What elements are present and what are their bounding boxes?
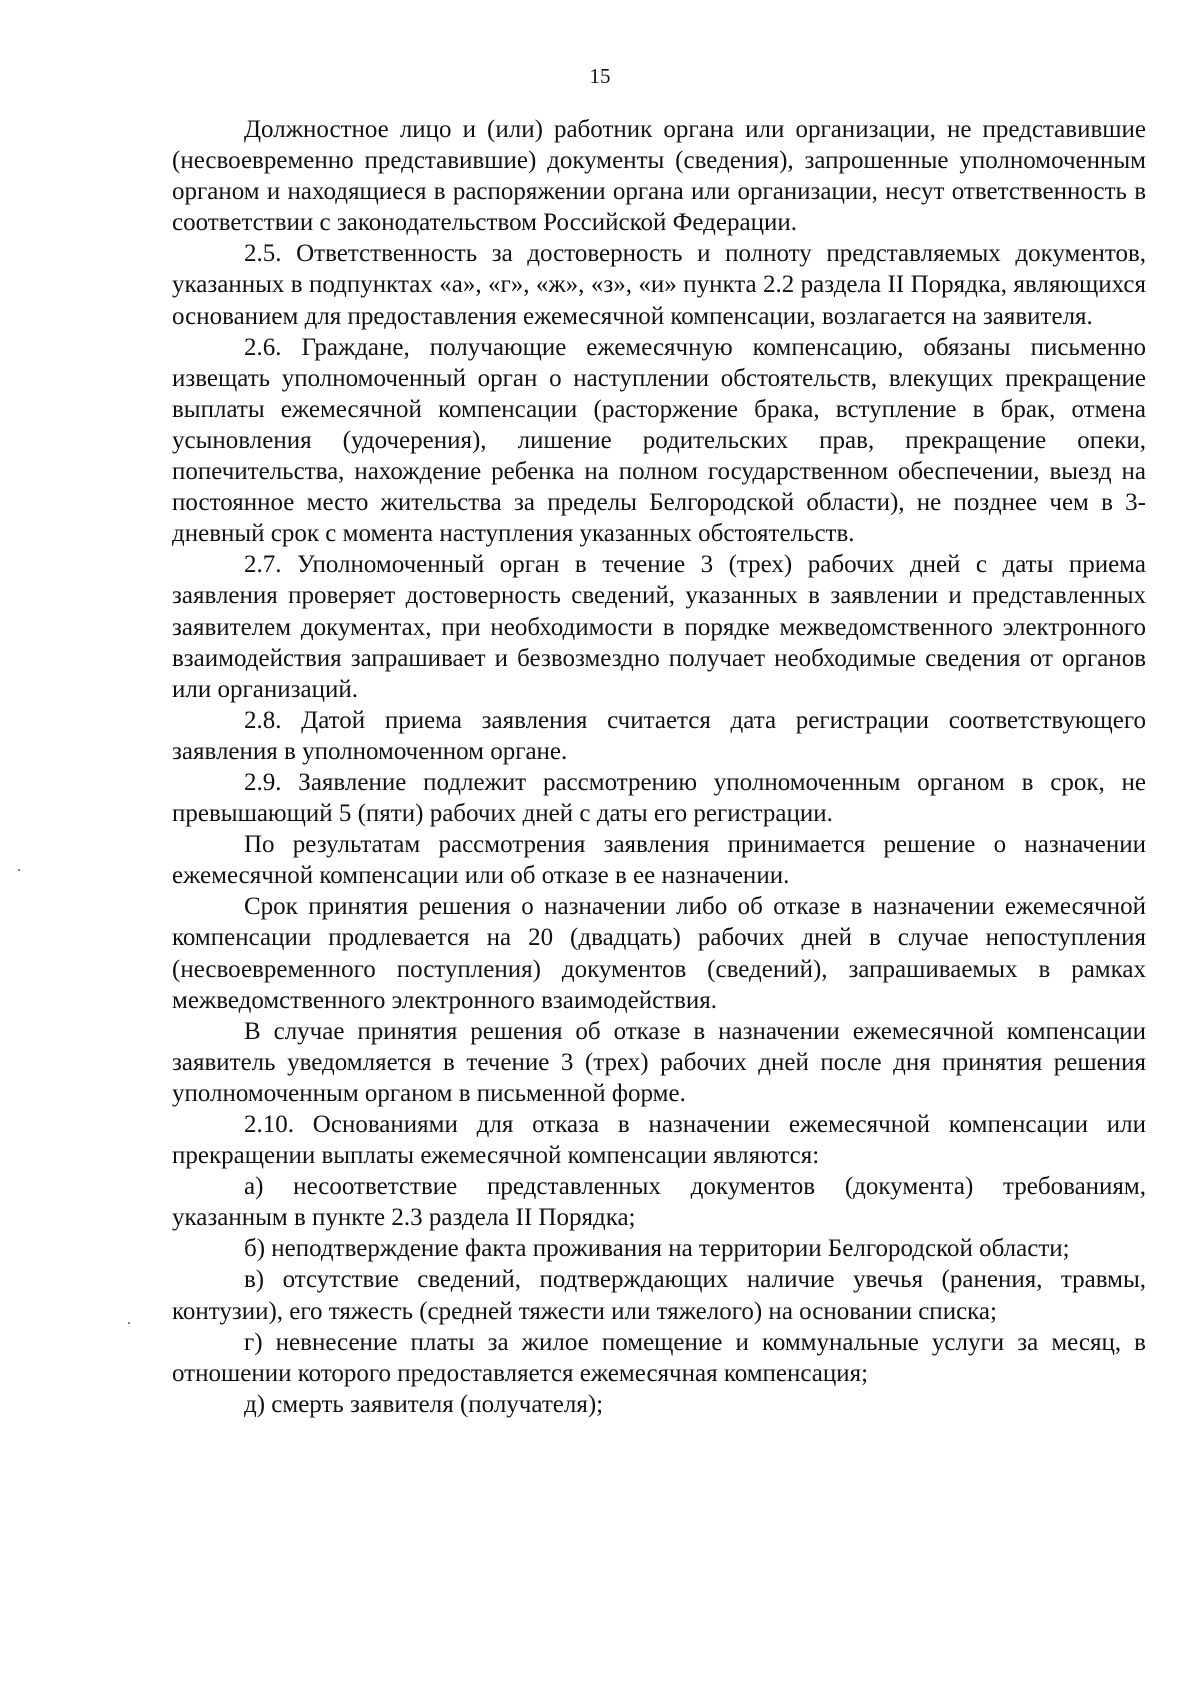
list-item-v: в) отсутствие сведений, подтверждающих наличие увечья (ранения, травмы, контузии), его тяжесть (средней тяжести или тяжелого) на основании списка; — [172, 1266, 1146, 1325]
paragraph-review-results: По результатам рассмотрения заявления принимается решение о назначении ежемесячной компенсации или об отказе в ее назначении. — [172, 831, 1146, 890]
scan-speck — [18, 869, 20, 871]
paragraph-refusal-notice: В случае принятия решения об отказе в назначении ежемесячной компенсации заявитель уведомляется в течение 3 (трех) рабочих дней после дня принятия решения уполномоченным органом в письменной форме. — [172, 1017, 1146, 1107]
paragraph-2-9: 2.9. Заявление подлежит рассмотрению уполномоченным органом в срок, не превышающий 5 (пяти) рабочих дней с даты его регистрации. — [172, 768, 1146, 828]
paragraph-2-7: 2.7. Уполномоченный орган в течение 3 (трех) рабочих дней с даты приема заявления проверяет достоверность сведений, указанных в заявлении и представленных заявителем документах, при необходимости в порядке межведомственного электронного взаимодействия запрашивает и безвозмездно получает необходимые сведения от органов или организаций. — [172, 551, 1146, 703]
paragraph-2-8: 2.8. Датой приема заявления считается дата регистрации соответствующего заявления в уполномоченном органе. — [172, 706, 1146, 765]
paragraph-official-responsibility: Должностное лицо и (или) работник органа или организации, не представившие (несвоевременно представившие) документы (сведения), запрошенные уполномоченным органом и находящиеся в распоряжении органа или организации, несут ответственность в соответствии с законодательством Российской Федерации. — [172, 116, 1146, 237]
paragraph-2-10: 2.10. Основаниями для отказа в назначении ежемесячной компенсации или прекращении выплаты ежемесячной компенсации являются: — [172, 1111, 1146, 1170]
list-item-a: а) несоответствие представленных документов (документа) требованиям, указанным в пункте 2.3 раздела II Порядка; — [172, 1173, 1146, 1232]
document-body — [172, 114, 1146, 1420]
paragraph-2-5: 2.5. Ответственность за достоверность и полноту представляемых документов, указанных в подпунктах «а», «г», «ж», «з», «и» пункта 2.2 раздела II Порядка, являющихся основанием для предоставления ежемесячной компенсации, возлагается на заявителя. — [172, 240, 1146, 330]
paragraph-2-6: 2.6. Граждане, получающие ежемесячную компенсацию, обязаны письменно извещать уполномоченный орган о наступлении обстоятельств, влекущих прекращение выплаты ежемесячной компенсации (расторжение брака, вступление в брак, отмена усыновления (удочерения), лишение родительских прав, прекращение опеки, попечительства, нахождение ребенка на полном государственном обеспечении, выезд на постоянное место жительства за пределы Белгородской области), не позднее чем в 3-дневный срок с момента наступления указанных обстоятельств. — [172, 333, 1146, 548]
scan-speck — [128, 1322, 130, 1324]
page-number: 15 — [589, 64, 611, 88]
list-item-d: д) смерть заявителя (получателя); — [244, 1390, 604, 1418]
paragraph-decision-term: Срок принятия решения о назначении либо об отказе в назначении ежемесячной компенсации продлевается на 20 (двадцать) рабочих дней в случае непоступления (несвоевременного поступления) документов (сведений), запрашиваемых в рамках межведомственного электронного взаимодействия. — [172, 893, 1146, 1014]
list-item-b: б) неподтверждение факта проживания на территории Белгородской области; — [244, 1235, 1070, 1263]
list-item-g: г) невнесение платы за жилое помещение и коммунальные услуги за месяц, в отношении которого предоставляется ежемесячная компенсация; — [172, 1328, 1146, 1387]
